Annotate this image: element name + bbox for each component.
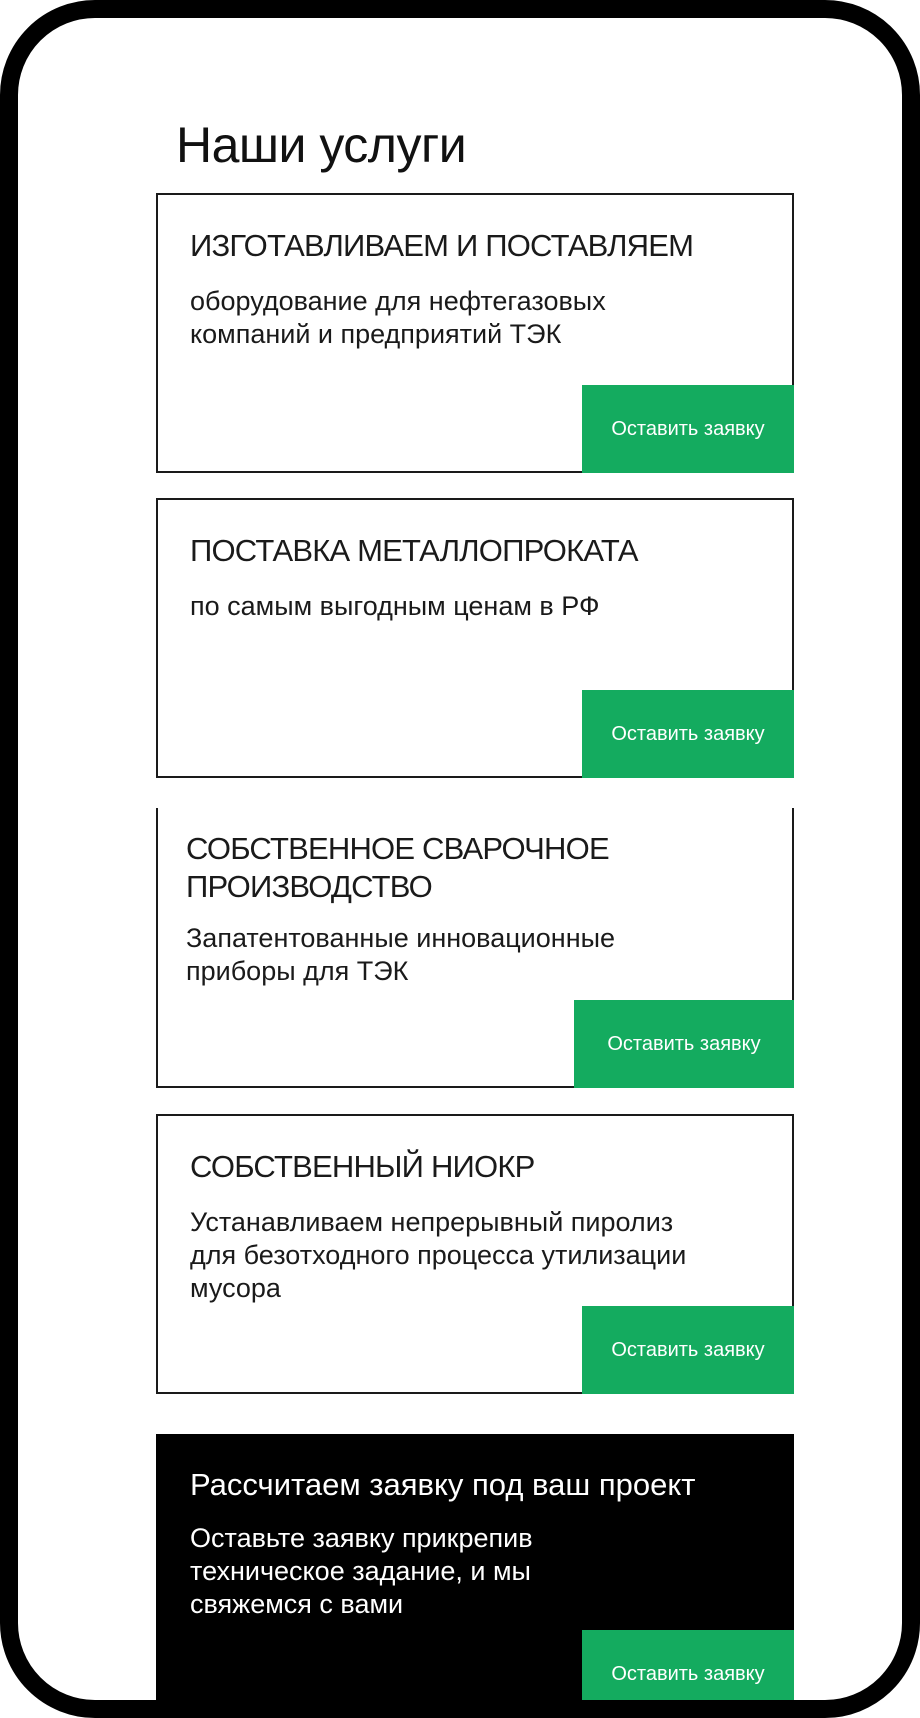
service-card-description: оборудование для нефтегазовых компаний и предприятий ТЭК — [190, 286, 606, 349]
leave-request-button[interactable]: Оставить заявку — [582, 690, 794, 778]
service-card-title: СОБСТВЕННЫЙ НИОКР — [190, 1149, 535, 1184]
page-title: Наши услуги — [176, 117, 467, 173]
service-card-welding — [156, 808, 794, 1088]
service-card-description: Устанавливаем непрерывный пиролиз для безотходного процесса утилизации мусора — [190, 1207, 687, 1303]
service-card-title: ПОСТАВКА МЕТАЛЛОПРОКАТА — [190, 533, 638, 568]
promo-title: Рассчитаем заявку под ваш проект — [190, 1467, 696, 1502]
promo-description: Оставьте заявку прикрепив техническое задание, и мы свяжемся с вами — [190, 1523, 533, 1619]
leave-request-button[interactable]: Оставить заявку — [574, 1000, 794, 1088]
service-card-manufacturing — [156, 193, 794, 473]
service-card-metal-supply — [156, 498, 794, 778]
service-card-title: СОБСТВЕННОЕ СВАРОЧНОЕ ПРОИЗВОДСТВО — [186, 831, 609, 904]
service-card-title: ИЗГОТАВЛИВАЕМ И ПОСТАВЛЯЕМ — [190, 228, 694, 263]
leave-request-button[interactable]: Оставить заявку — [582, 385, 794, 473]
service-card-description: Запатентованные инновационные приборы для ТЭК — [186, 923, 616, 986]
service-card-description: по самым выгодным ценам в РФ — [190, 591, 600, 621]
promo-card — [156, 1434, 794, 1718]
service-card-rnd — [156, 1114, 794, 1394]
leave-request-button[interactable]: Оставить заявку — [582, 1306, 794, 1394]
leave-request-button[interactable]: Оставить заявку — [582, 1630, 794, 1718]
